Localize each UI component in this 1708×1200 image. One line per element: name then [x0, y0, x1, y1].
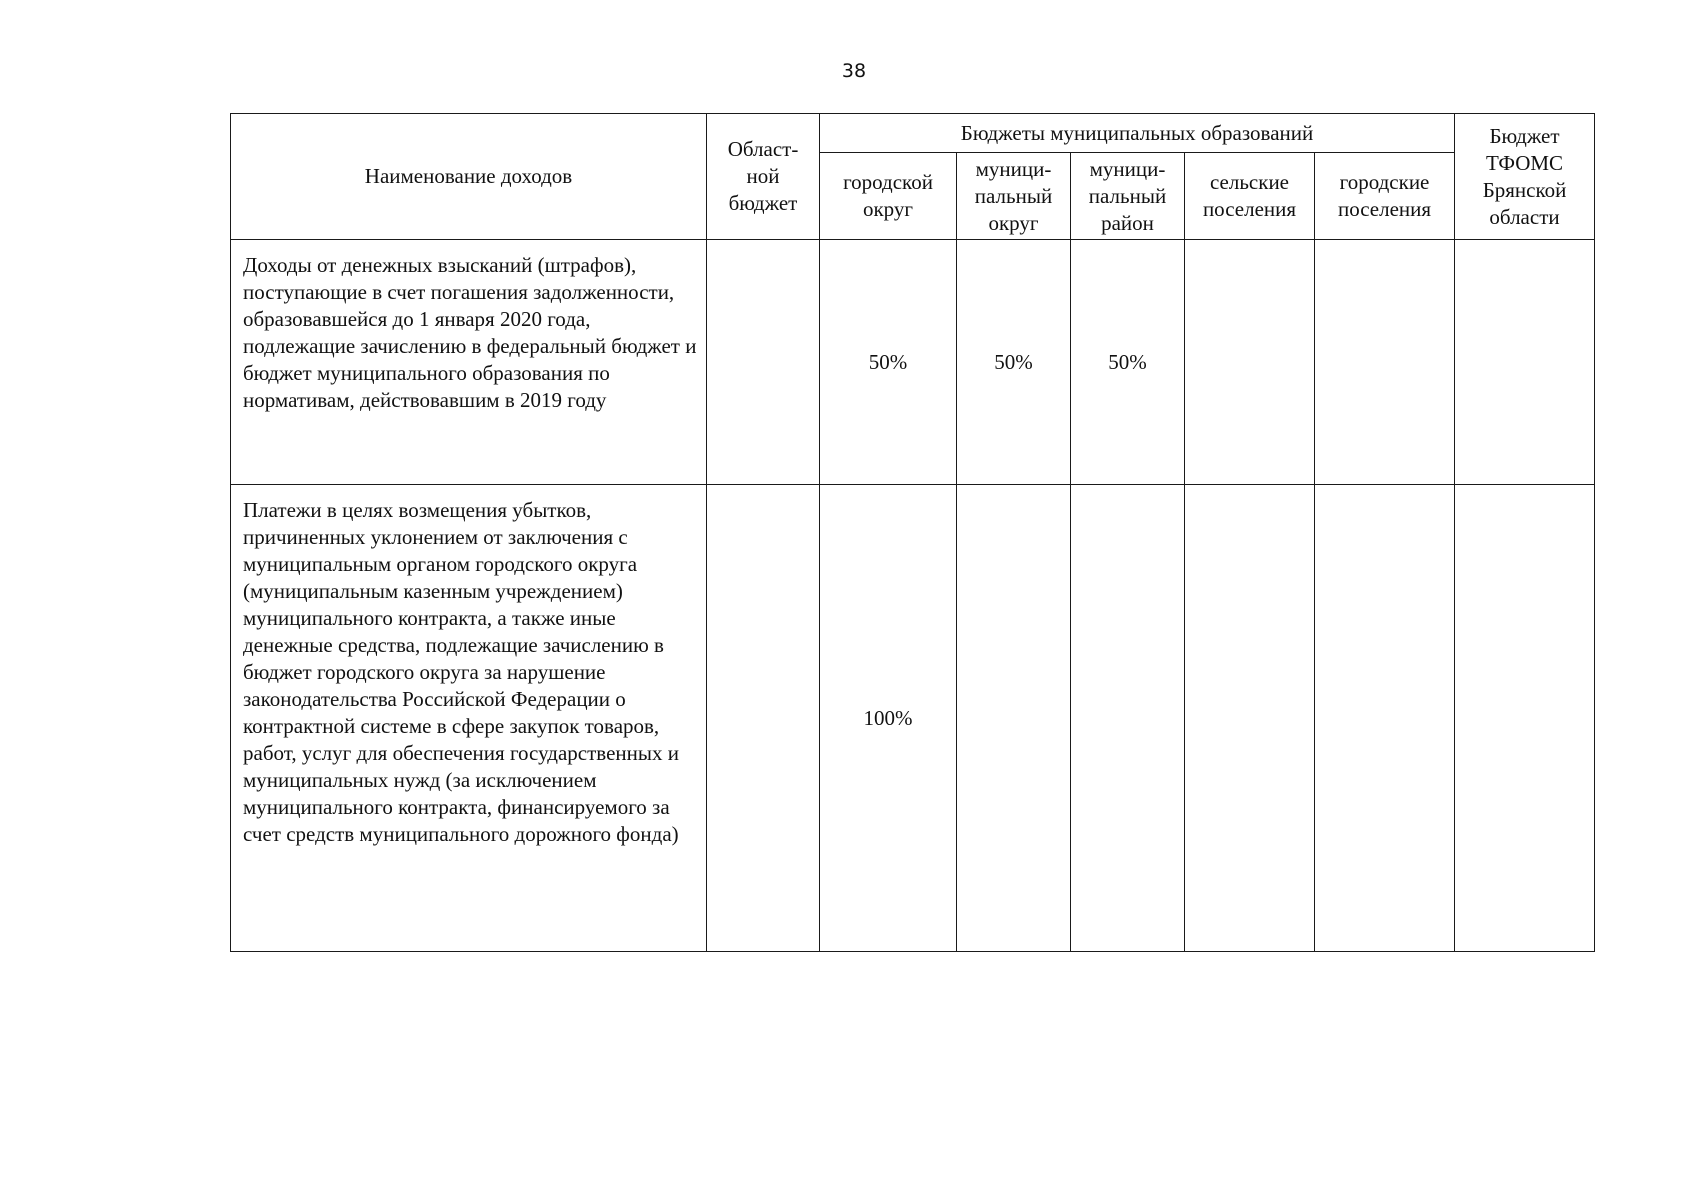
- header-regional-budget: Област- ной бюджет: [707, 114, 820, 240]
- municipal-rayon-value-cell: [1071, 485, 1185, 952]
- rural-settlements-value-cell: [1185, 485, 1315, 952]
- municipal-okrug-value-cell: [957, 485, 1071, 952]
- header-municipal-okrug: муници- пальный округ: [957, 153, 1071, 240]
- header-urban-settlements: городские поселения: [1315, 153, 1455, 240]
- regional-value-cell: [707, 240, 820, 485]
- municipal-rayon-value-cell: 50%: [1071, 240, 1185, 485]
- urban-settlements-value-cell: [1315, 485, 1455, 952]
- tfoms-value-cell: [1455, 485, 1595, 952]
- header-rural-settlements: сельские поселения: [1185, 153, 1315, 240]
- header-row-group: [231, 114, 1595, 153]
- income-name-cell: Доходы от денежных взысканий (штрафов), поступающие в счет погашения задолженности, образовавшейся до 1 января 2020 года, подлежащие зачислению в федеральный бюджет и бюджет муниципального образования по нормативам, действовавшим в 2019 году: [231, 240, 707, 485]
- table-row: [231, 485, 1595, 952]
- header-municipal-rayon: муници- пальный район: [1071, 153, 1185, 240]
- regional-value-cell: [707, 485, 820, 952]
- rural-settlements-value-cell: [1185, 240, 1315, 485]
- header-city-district: городской округ: [820, 153, 957, 240]
- income-name-cell: Платежи в целях возмещения убытков, причиненных уклонением от заключения с муниципальным органом городского округа (муниципальным казенным учреждением) муниципального контракта, а также иные денежные средства, подлежащие зачислению в бюджет городского округа за нарушение законодательства Российской Федерации о контрактной системе в сфере закупок товаров, работ, услуг для обеспечения государственных и муниципальных нужд (за исключением муниципального контракта, финансируемого за счет средств муниципального дорожного фонда): [231, 485, 707, 952]
- header-income-name: Наименование доходов: [231, 114, 707, 240]
- city-district-value-cell: 100%: [820, 485, 957, 952]
- municipal-okrug-value-cell: 50%: [957, 240, 1071, 485]
- city-district-value-cell: 50%: [820, 240, 957, 485]
- header-tfoms-budget: Бюджет ТФОМС Брянской области: [1455, 114, 1595, 240]
- tfoms-value-cell: [1455, 240, 1595, 485]
- urban-settlements-value-cell: [1315, 240, 1455, 485]
- header-municipal-budgets: Бюджеты муниципальных образований: [820, 114, 1455, 153]
- table-row: [231, 240, 1595, 485]
- page-number: 38: [841, 60, 867, 82]
- income-distribution-table: [230, 113, 1595, 952]
